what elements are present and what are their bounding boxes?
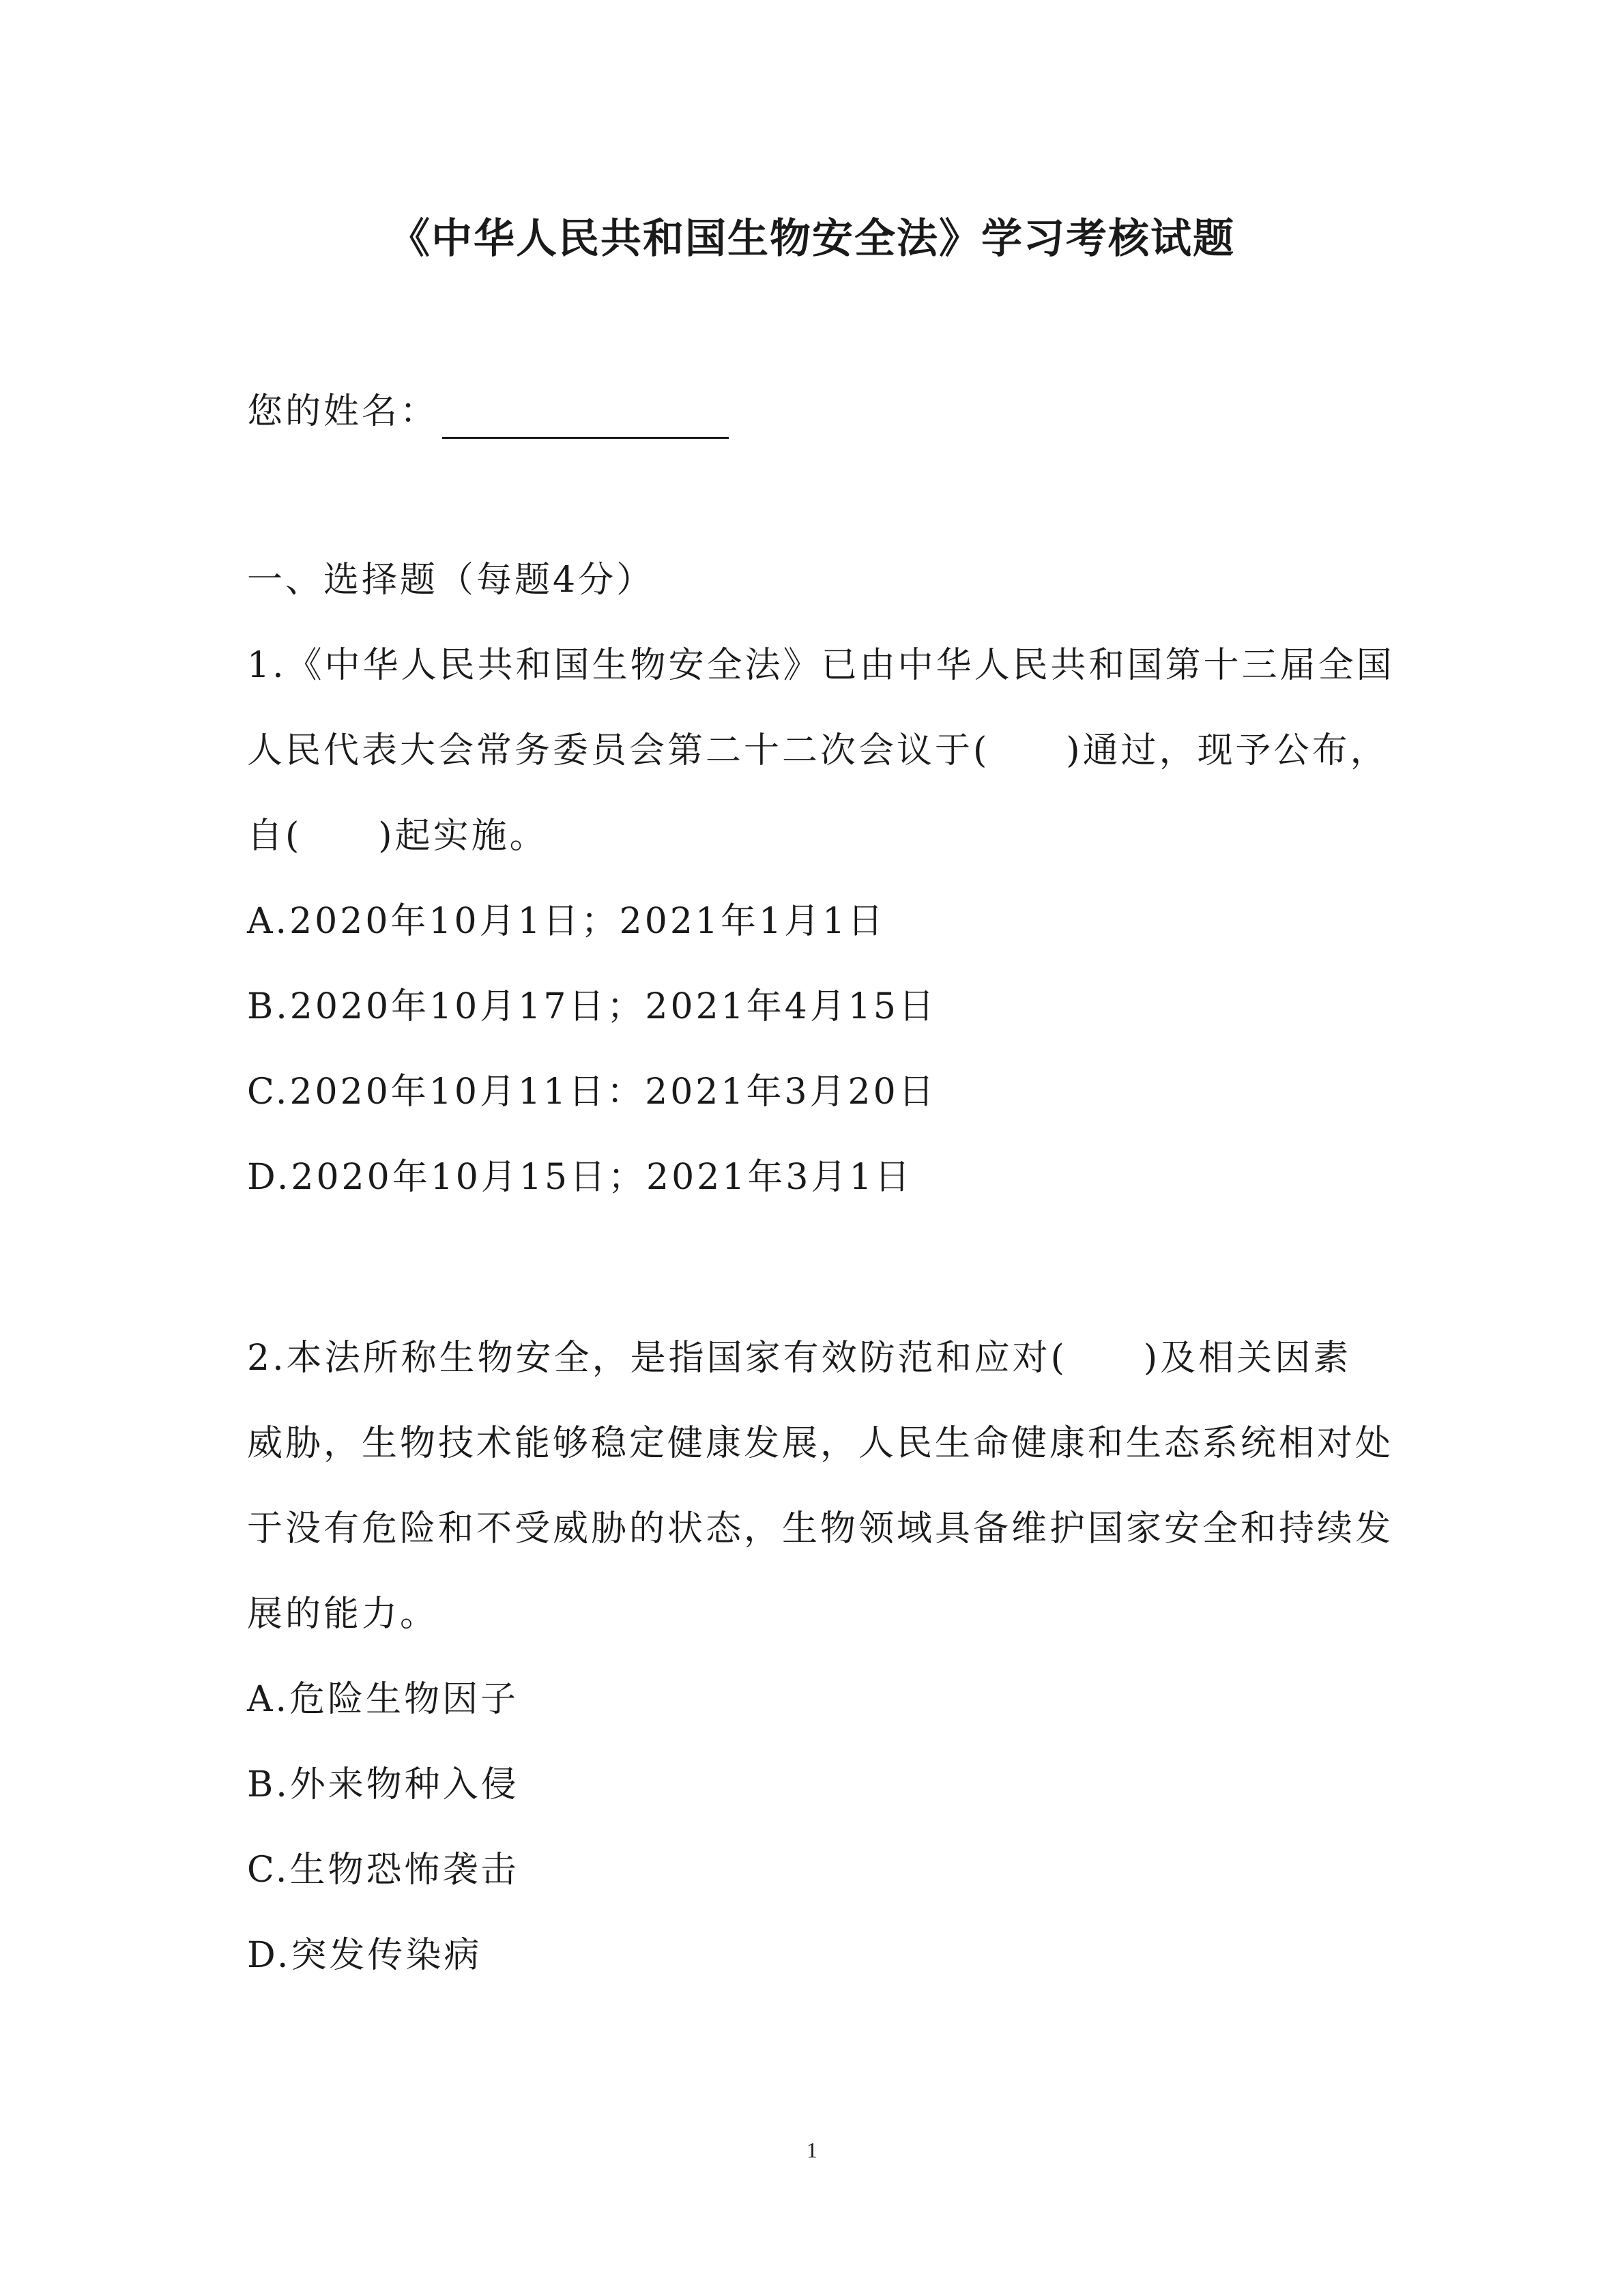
exam-content [247, 553, 1395, 2013]
question-text-line: 自( )起实施。 [247, 816, 548, 857]
name-row [247, 384, 729, 439]
question-text-line: 展的能力。 [247, 1594, 439, 1635]
page-number: 1 [807, 2138, 817, 2162]
question-1 [247, 638, 1395, 1235]
question-2 [247, 1331, 1394, 2013]
question-spacer [247, 1235, 1380, 1331]
name-label: 您的姓名： [247, 391, 439, 432]
option-d: D.2020年10月15日；2021年3月1日 [247, 1157, 913, 1198]
option-d: D.突发传染病 [247, 1935, 482, 1976]
option-c: C.2020年10月11日：2021年3月20日 [247, 1072, 937, 1113]
question-text-line: 于没有危险和不受威胁的状态，生物领域具备维护国家安全和持续发 [247, 1508, 1394, 1549]
option-b: B.2020年10月17日；2021年4月15日 [247, 986, 938, 1027]
option-a: A.2020年10月1日；2021年1月1日 [247, 901, 886, 942]
question-text-line: 威胁，生物技术能够稳定健康发展，人民生命健康和生态系统相对处 [247, 1423, 1394, 1464]
option-b: B.外来物种入侵 [247, 1764, 519, 1805]
name-blank-field[interactable] [442, 396, 729, 439]
question-text-line: 1.《中华人民共和国生物安全法》已由中华人民共和国第十三届全国 [247, 645, 1395, 686]
option-c: C.生物恐怖袭击 [247, 1850, 519, 1891]
question-text-line: 2.本法所称生物安全，是指国家有效防范和应对( )及相关因素 [247, 1338, 1352, 1379]
section-heading: 一、选择题（每题4分） [247, 560, 655, 601]
page-title: 《中华人民共和国生物安全法》学习考核试题 [389, 215, 1235, 263]
question-text-line: 人民代表大会常务委员会第二十二次会议于( )通过，现予公布， [247, 730, 1389, 771]
option-a: A.危险生物因子 [247, 1679, 519, 1720]
